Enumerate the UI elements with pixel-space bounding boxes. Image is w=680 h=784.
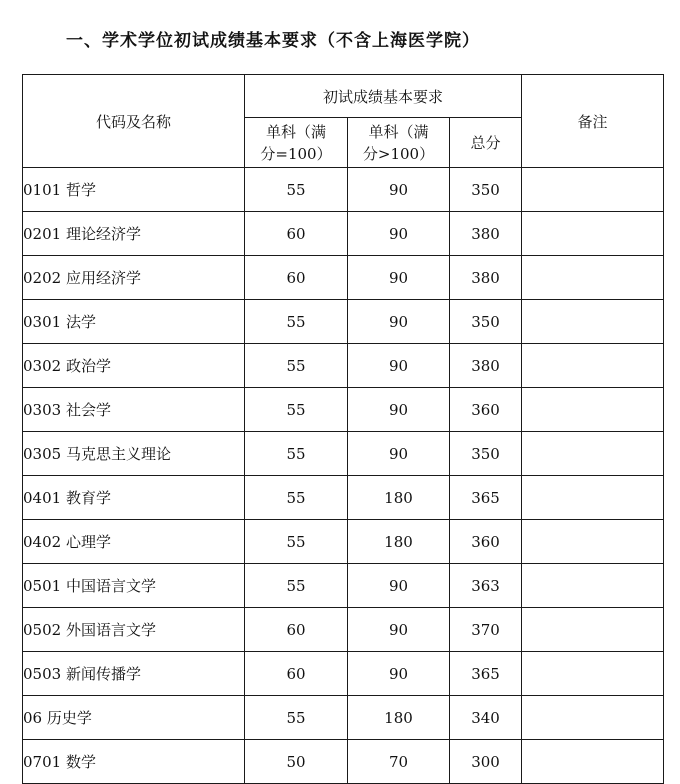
header-code-name: 代码及名称 [23,75,245,168]
subheader-single-over-100-line2: 分>100） [362,144,435,163]
cell-code-name: 0302 政治学 [23,344,245,388]
cell-total: 360 [450,520,522,564]
cell-single-over-100: 90 [348,344,450,388]
cell-remarks [522,740,664,784]
cell-single-over-100: 90 [348,212,450,256]
cell-single-over-100: 90 [348,652,450,696]
table-row [23,520,664,564]
cell-remarks [522,652,664,696]
table-row [23,564,664,608]
cell-single-100: 60 [245,608,348,652]
cell-single-100: 55 [245,696,348,740]
cell-code-name: 0202 应用经济学 [23,256,245,300]
subheader-single-over-100 [348,118,450,168]
cell-single-100: 60 [245,256,348,300]
table-row [23,608,664,652]
cell-single-100: 55 [245,168,348,212]
cell-single-over-100: 180 [348,476,450,520]
cell-single-over-100: 90 [348,608,450,652]
cell-total: 300 [450,740,522,784]
cell-single-over-100: 90 [348,388,450,432]
cell-total: 350 [450,300,522,344]
header-remarks: 备注 [522,75,664,168]
table-row [23,388,664,432]
cell-total: 365 [450,476,522,520]
cell-total: 360 [450,388,522,432]
cell-single-over-100: 180 [348,520,450,564]
cell-total: 370 [450,608,522,652]
cell-single-100: 55 [245,564,348,608]
cell-code-name: 06 历史学 [23,696,245,740]
cell-single-100: 50 [245,740,348,784]
cell-remarks [522,696,664,740]
table-row [23,168,664,212]
cell-remarks [522,432,664,476]
cell-total: 350 [450,168,522,212]
cell-remarks [522,168,664,212]
cell-code-name: 0503 新闻传播学 [23,652,245,696]
cell-single-over-100: 90 [348,256,450,300]
cell-total: 380 [450,256,522,300]
table-row [23,740,664,784]
table-row [23,212,664,256]
cell-remarks [522,212,664,256]
cell-single-100: 55 [245,388,348,432]
table-row [23,256,664,300]
cell-remarks [522,520,664,564]
cell-code-name: 0101 哲学 [23,168,245,212]
cell-single-100: 55 [245,520,348,564]
cell-total: 340 [450,696,522,740]
table-row [23,696,664,740]
cell-remarks [522,608,664,652]
subheader-single-100-line2: 分=100） [260,144,332,163]
cell-single-100: 55 [245,432,348,476]
cell-single-over-100: 180 [348,696,450,740]
cell-single-over-100: 90 [348,432,450,476]
table-row [23,344,664,388]
table-row [23,476,664,520]
cell-single-over-100: 70 [348,740,450,784]
cell-code-name: 0303 社会学 [23,388,245,432]
cell-single-over-100: 90 [348,300,450,344]
cell-code-name: 0401 教育学 [23,476,245,520]
requirements-table [22,74,664,784]
cell-code-name: 0501 中国语言文学 [23,564,245,608]
cell-remarks [522,300,664,344]
cell-single-100: 55 [245,300,348,344]
header-row [23,75,664,118]
section-heading: 一、学术学位初试成绩基本要求（不含上海医学院） [66,31,480,51]
cell-total: 380 [450,344,522,388]
cell-remarks [522,564,664,608]
cell-code-name: 0301 法学 [23,300,245,344]
table-row [23,432,664,476]
cell-single-100: 55 [245,476,348,520]
subheader-single-100-line1: 单科（满 [265,122,326,141]
cell-total: 380 [450,212,522,256]
cell-single-100: 55 [245,344,348,388]
subheader-total: 总分 [450,118,522,168]
cell-total: 363 [450,564,522,608]
cell-code-name: 0402 心理学 [23,520,245,564]
cell-single-100: 60 [245,212,348,256]
table-row [23,300,664,344]
cell-code-name: 0201 理论经济学 [23,212,245,256]
cell-single-over-100: 90 [348,168,450,212]
cell-single-over-100: 90 [348,564,450,608]
subheader-single-over-100-line1: 单科（满 [368,122,429,141]
cell-remarks [522,344,664,388]
cell-remarks [522,476,664,520]
header-score-requirements: 初试成绩基本要求 [245,75,522,118]
cell-total: 365 [450,652,522,696]
table-row [23,652,664,696]
subheader-single-100 [245,118,348,168]
cell-code-name: 0701 数学 [23,740,245,784]
cell-code-name: 0305 马克思主义理论 [23,432,245,476]
cell-single-100: 60 [245,652,348,696]
cell-remarks [522,256,664,300]
cell-code-name: 0502 外国语言文学 [23,608,245,652]
cell-remarks [522,388,664,432]
cell-total: 350 [450,432,522,476]
